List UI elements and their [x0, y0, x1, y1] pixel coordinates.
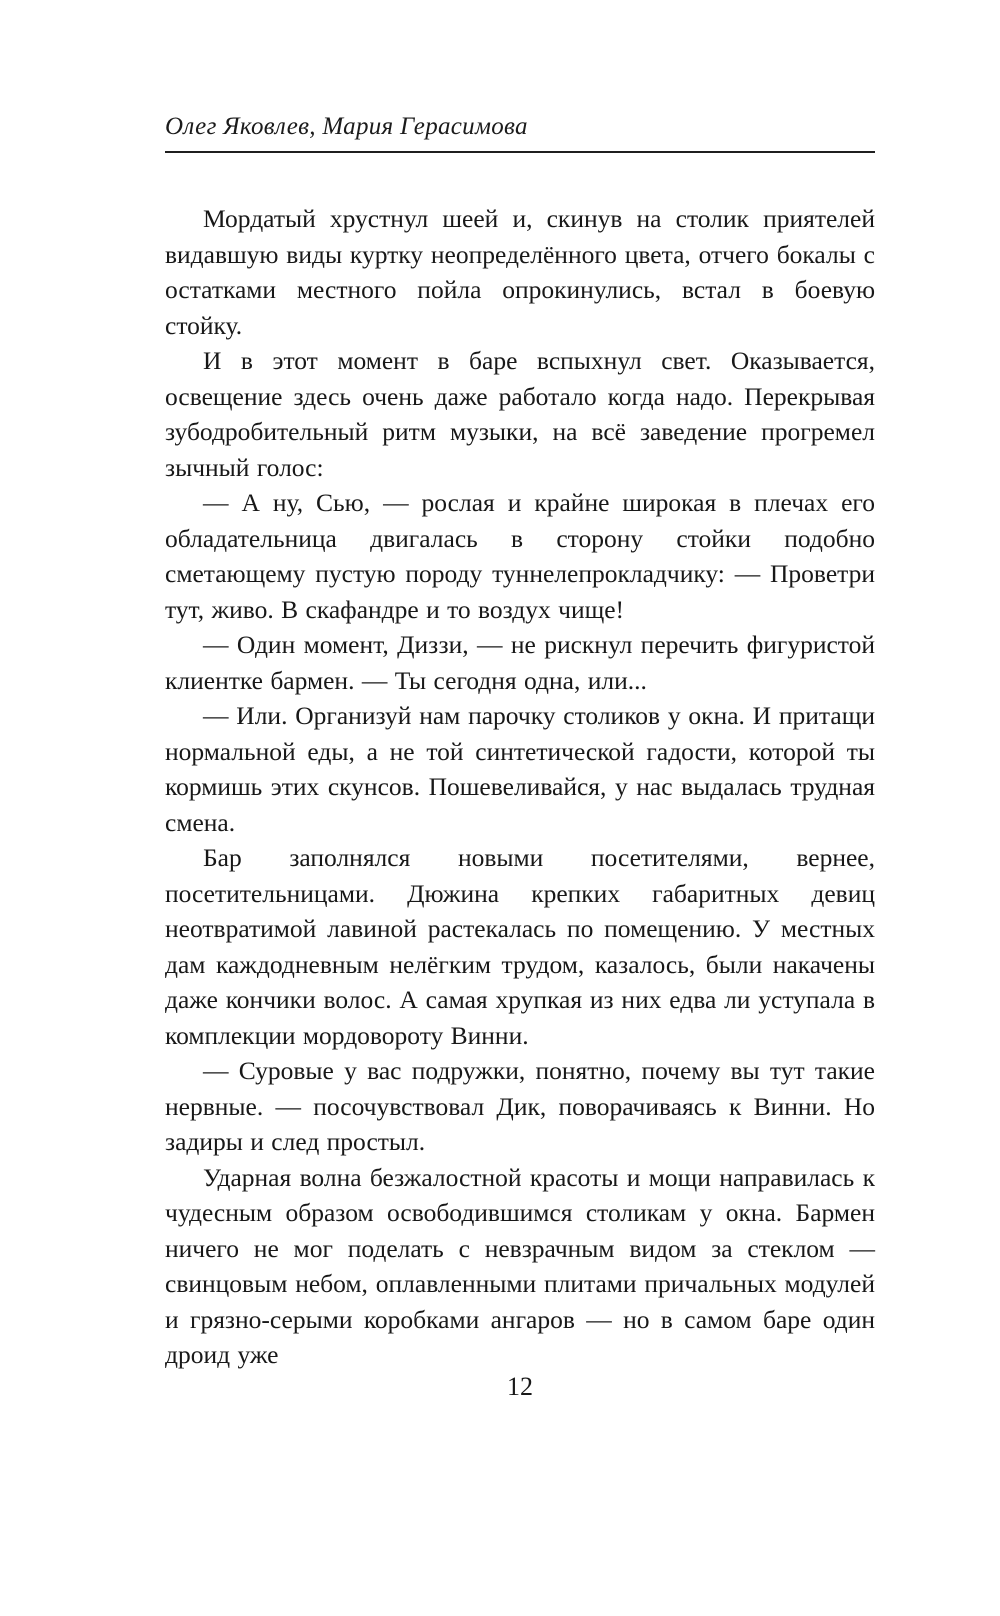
paragraph: Ударная волна безжалостной красоты и мощи направилась к чудесным образом освободившимся столикам у окна. Бармен ничего не мог поделать с невзрачным видом за стеклом — свинцовым небом, оплавленными плитами причальных модулей и грязно-серыми коробками ангаров — но в самом баре один дроид уже	[165, 1162, 875, 1369]
body-text	[165, 201, 875, 1373]
running-header-authors: Олег Яковлев, Мария Герасимова	[165, 113, 528, 140]
page-number: 12	[507, 1372, 533, 1401]
paragraph-dialogue: — Один момент, Диззи, — не рискнул перечить фигуристой клиентке бармен. — Ты сегодня одна, или...	[165, 630, 875, 695]
paragraph: И в этот момент в баре вспыхнул свет. Оказывается, освещение здесь очень даже работало когда надо. Перекрывая зубодробительный ритм музыки, на всё заведение прогремел зычный голос:	[165, 346, 875, 482]
paragraph-dialogue: — Или. Организуй нам парочку столиков у окна. И притащи нормальной еды, а не той синтетической гадости, которой ты кормишь этих скунсов. Пошевеливайся, у нас выдалась трудная смена.	[165, 701, 875, 837]
paragraph: Мордатый хрустнул шеей и, скинув на столик приятелей видавшую виды куртку неопределённого цвета, отчего бокалы с остатками местного пойла опрокинулись, встал в боевую стойку.	[165, 204, 875, 340]
paragraph: Бар заполнялся новыми посетителями, вернее, посетительницами. Дюжина крепких габаритных девиц неотвратимой лавиной растекалась по помещению. У местных дам каждодневным нелёгким трудом, казалось, были накачены даже кончики волос. А самая хрупкая из них едва ли уступала в комплекции мордовороту Винни.	[165, 843, 875, 1050]
paragraph-dialogue: — А ну, Сью, — рослая и крайне широкая в плечах его обладательница двигалась в сторону стойки подобно сметающему пустую породу туннелепрокладчику: — Проветри тут, живо. В скафандре и то воздух чище!	[165, 488, 875, 624]
header-rule	[165, 151, 875, 153]
paragraph-dialogue: — Суровые у вас подружки, понятно, почему вы тут такие нервные. — посочувствовал Дик, поворачиваясь к Винни. Но задиры и след простыл.	[165, 1056, 875, 1156]
